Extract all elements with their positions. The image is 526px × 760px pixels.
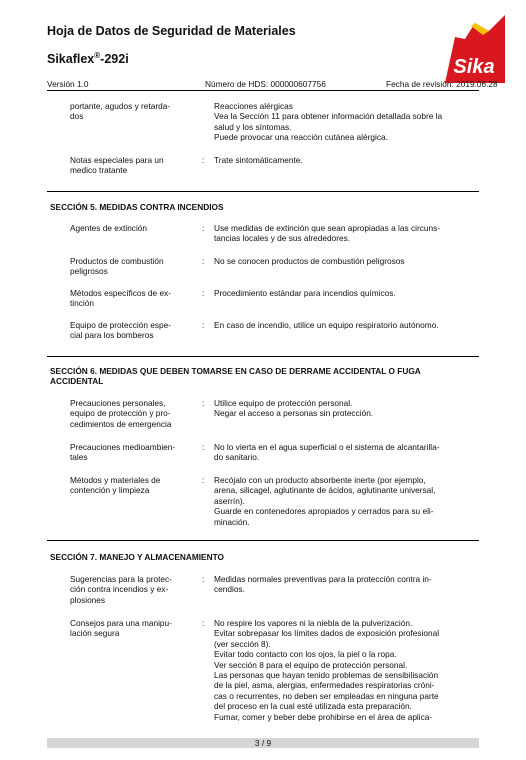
- section-rule: [47, 191, 479, 192]
- product-name-suffix: -292i: [100, 52, 129, 67]
- field-value: No respire los vapores ni la niebla de la pulverización. Evitar sobrepasar los límites dados de exposición profesional (ver sección 8). Evitar todo contacto con los ojos, la piel o la ropa. Ver sección 8 para el equipo de protección personal. Las personas que hayan tenido problemas de sensibilisación de la piel, asma, alergias, enfermedades respiratorias cróni- cas o recurrentes, no deben ser empleadas en ninguna parte del proceso en la cual esté utilizada esta preparación. Fumar, comer y beber debe prohibirse en el área de aplica-: [214, 618, 440, 722]
- section-6-title: SECCIÓN 6. MEDIDAS QUE DEBEN TOMARSE EN CASO DE DERRAME ACCIDENTAL O FUGA ACCIDENTAL: [50, 366, 421, 387]
- field-value: Recójalo con un producto absorbente inerte (por ejemplo, arena, silicagel, aglutinante de ácidos, aglutinante universal, aserrín). Guarde en contenedores apropiados y cerrados para su eli- minación.: [214, 475, 436, 527]
- field-colon: :: [202, 574, 205, 584]
- field-colon: :: [202, 288, 205, 298]
- logo-wordmark: Sika: [453, 56, 495, 78]
- revision-date: Fecha de revisión: 2019.06.28: [386, 79, 498, 89]
- field-value: Reacciones alérgicas Vea la Sección 11 para obtener información detallada sobre la salud y los síntomas. Puede provocar una reacción cutánea alérgica.: [214, 101, 443, 143]
- field-label: Métodos y materiales de contención y limpieza: [70, 475, 161, 496]
- field-value: Trate sintomáticamente.: [214, 155, 303, 165]
- field-label: Equipo de protección espe- cial para los bomberos: [70, 320, 172, 341]
- registered-mark: ®: [94, 51, 101, 60]
- field-label: Sugerencias para la protec- ción contra incendios y ex- plosiones: [70, 574, 172, 605]
- field-value: En caso de incendio, utilice un equipo respiratorio autónomo.: [214, 320, 439, 330]
- field-label: Precauciones personales, equipo de protección y pro- cedimientos de emergencia: [70, 398, 172, 429]
- field-colon: :: [202, 256, 205, 266]
- page-number: 3 / 9: [254, 738, 272, 748]
- field-label: Agentes de extinción: [70, 223, 148, 233]
- hds-number: Número de HDS: 000000607756: [205, 79, 326, 89]
- version-label: Versión 1.0: [47, 79, 89, 89]
- product-name-text: Sikaflex: [47, 52, 95, 67]
- sika-logo: [443, 13, 507, 85]
- field-value: No lo vierta en el agua superficial o el sistema de alcantarilla- do sanitario.: [214, 442, 440, 463]
- field-colon: :: [202, 155, 205, 165]
- field-value: Medidas normales preventivas para la protección contra in- cendios.: [214, 574, 432, 595]
- field-label: Precauciones medioambien- tales: [70, 442, 176, 463]
- field-value: No se conocen productos de combustión peligrosos: [214, 256, 405, 266]
- header-rule: [47, 90, 479, 91]
- field-label: Notas especiales para un medico tratante: [70, 155, 164, 176]
- field-value: Procedimiento estándar para incendios químicos.: [214, 288, 396, 298]
- field-colon: :: [202, 475, 205, 485]
- field-colon: :: [202, 618, 205, 628]
- field-colon: :: [202, 398, 205, 408]
- field-colon: :: [202, 223, 205, 233]
- field-value: Utilice equipo de protección personal. Negar el acceso a personas sin protección.: [214, 398, 374, 419]
- field-label: Consejos para una manipu- lación segura: [70, 618, 172, 639]
- document-title: Hoja de Datos de Seguridad de Materiales: [47, 24, 296, 38]
- product-name: [47, 51, 129, 66]
- field-label: Métodos específicos de ex- tinción: [70, 288, 171, 309]
- section-5-title: SECCIÓN 5. MEDIDAS CONTRA INCENDIOS: [50, 202, 224, 212]
- field-colon: :: [202, 320, 205, 330]
- field-label: portante, agudos y retarda- dos: [70, 101, 171, 122]
- section-rule: [47, 356, 479, 357]
- section-rule: [47, 540, 479, 541]
- field-value: Use medidas de extinción que sean apropiadas a las circuns- tancias locales y de sus alrededores.: [214, 223, 440, 244]
- field-colon: :: [202, 442, 205, 452]
- field-label: Productos de combustión peligrosos: [70, 256, 164, 277]
- section-7-title: SECCIÓN 7. MANEJO Y ALMACENAMIENTO: [50, 552, 224, 562]
